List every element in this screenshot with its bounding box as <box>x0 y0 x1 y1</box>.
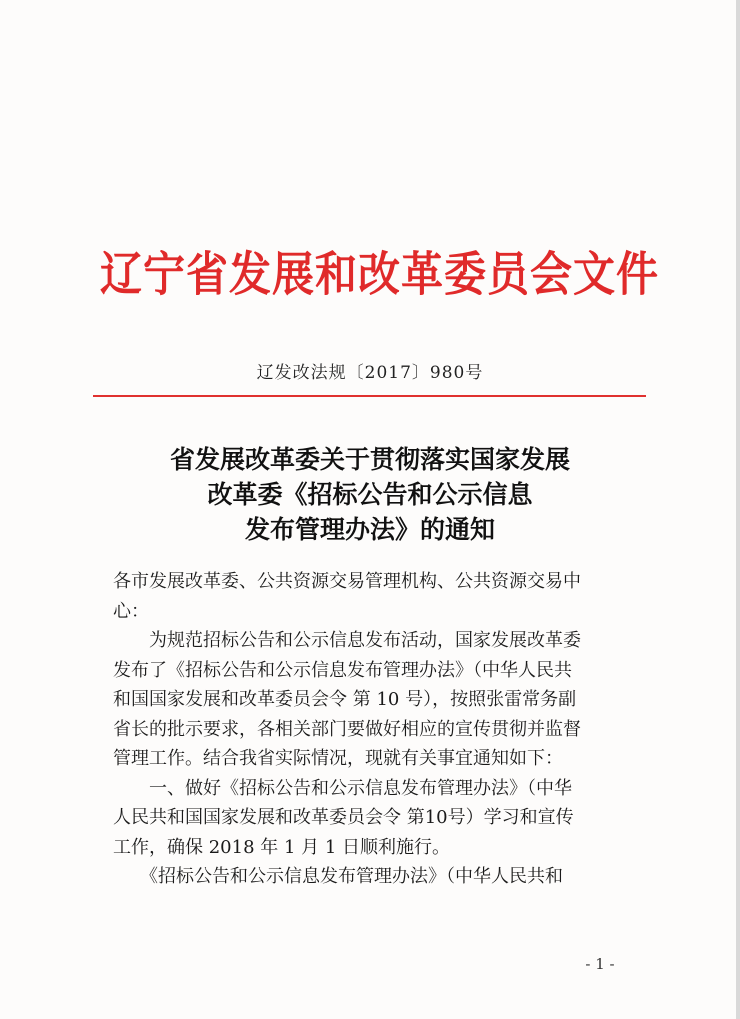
body-line: 和国国家发展和改革委员会令 第 10 号），按照张雷常务副 <box>113 689 577 710</box>
notice-body <box>113 567 635 892</box>
body-line: 管理工作。结合我省实际情况，现就有关事宜通知如下： <box>113 748 563 769</box>
notice-title <box>0 442 740 547</box>
body-line: 人民共和国国家发展和改革委员会令 第10号）学习和宣传 <box>113 807 574 828</box>
notice-title-line-2: 改革委《招标公告和公示信息 <box>207 480 533 509</box>
page-number-text: - 1 - <box>585 955 615 973</box>
body-line: 各市发展改革委、公共资源交易管理机构、公共资源交易中 <box>113 571 581 592</box>
notice-title-line-3: 发布管理办法》的通知 <box>244 515 495 544</box>
body-line: 《招标公告和公示信息发布管理办法》（中华人民共和 <box>113 866 563 887</box>
body-line: 省长的批示要求，各相关部门要做好相应的宣传贯彻并监督 <box>113 718 581 740</box>
body-line: 为规范招标公告和公示信息发布活动，国家发展改革委 <box>113 630 581 651</box>
notice-title-line-1: 省发展改革委关于贯彻落实国家发展 <box>169 445 570 474</box>
body-line: 心： <box>113 600 149 622</box>
red-separator-line <box>93 395 646 397</box>
body-line: 发布了《招标公告和公示信息发布管理办法》（中华人民共 <box>113 659 572 681</box>
body-line: 工作，确保 2018 年 1 月 1 日顺利施行。 <box>113 836 451 858</box>
page-number <box>0 955 740 973</box>
body-line: 一、做好《招标公告和公示信息发布管理办法》（中华 <box>113 777 572 799</box>
agency-header-title: 辽宁省发展和改革委员会文件 <box>100 246 660 302</box>
document-number: 辽发改法规〔2017〕980号 <box>256 363 484 383</box>
